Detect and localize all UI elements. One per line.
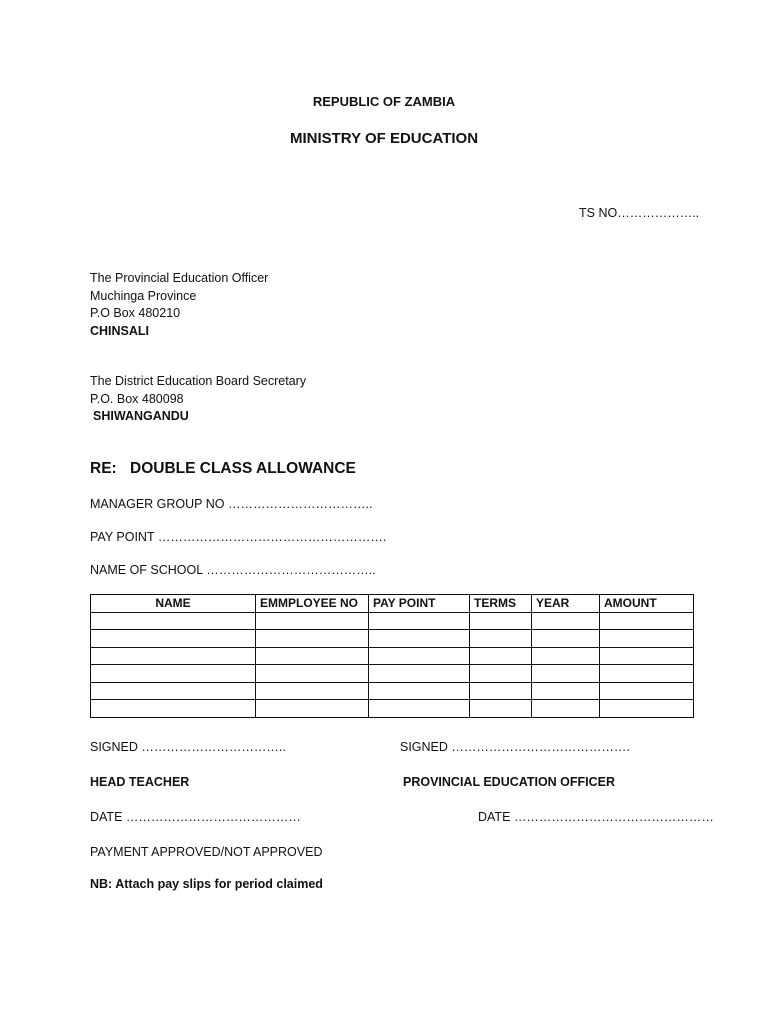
district-address-block xyxy=(90,373,306,426)
table-cell[interactable] xyxy=(470,612,532,630)
subject-line xyxy=(90,460,356,478)
table-row xyxy=(91,682,694,700)
table-cell[interactable] xyxy=(600,700,694,718)
table-row xyxy=(91,647,694,665)
address-line: P.O. Box 480098 xyxy=(90,391,184,406)
table-cell[interactable] xyxy=(470,630,532,648)
table-cell[interactable] xyxy=(369,612,470,630)
table-row xyxy=(91,612,694,630)
ts-number-field: TS NO……………….. xyxy=(579,206,700,220)
table-cell[interactable] xyxy=(256,647,369,665)
address-town: SHIWANGANDU xyxy=(93,409,189,423)
table-cell[interactable] xyxy=(369,665,470,683)
table-cell[interactable] xyxy=(470,682,532,700)
table-row xyxy=(91,630,694,648)
table-cell[interactable] xyxy=(532,665,600,683)
column-header-name: NAME xyxy=(91,595,256,613)
table-cell[interactable] xyxy=(470,647,532,665)
republic-heading: REPUBLIC OF ZAMBIA xyxy=(312,94,456,109)
column-header-pay-point: PAY POINT xyxy=(369,595,470,613)
table-cell[interactable] xyxy=(532,647,600,665)
table-row xyxy=(91,665,694,683)
table-cell[interactable] xyxy=(369,647,470,665)
table-cell[interactable] xyxy=(91,612,256,630)
provincial-address-block xyxy=(90,270,268,340)
payment-approval-line: PAYMENT APPROVED/NOT APPROVED xyxy=(90,845,323,859)
table-row xyxy=(91,700,694,718)
table-cell[interactable] xyxy=(532,630,600,648)
subject-text: DOUBLE CLASS ALLOWANCE xyxy=(130,460,356,477)
peo-date-line: DATE ………………………………………… xyxy=(478,810,714,824)
column-header-terms: TERMS xyxy=(470,595,532,613)
table-cell[interactable] xyxy=(91,700,256,718)
table-cell[interactable] xyxy=(91,647,256,665)
nb-note: NB: Attach pay slips for period claimed xyxy=(90,877,323,891)
address-town: CHINSALI xyxy=(90,323,150,338)
address-line: The Provincial Education Officer xyxy=(90,271,269,285)
head-teacher-signature-line: SIGNED …………………………….. xyxy=(90,740,286,754)
table-cell[interactable] xyxy=(470,700,532,718)
table-cell[interactable] xyxy=(256,682,369,700)
table-cell[interactable] xyxy=(256,612,369,630)
table-cell[interactable] xyxy=(532,700,600,718)
table-cell[interactable] xyxy=(532,612,600,630)
table-cell[interactable] xyxy=(256,630,369,648)
table-cell[interactable] xyxy=(91,630,256,648)
table-cell[interactable] xyxy=(600,665,694,683)
school-name-field: NAME OF SCHOOL ………………………………….. xyxy=(90,563,376,577)
table-cell[interactable] xyxy=(91,682,256,700)
table-cell[interactable] xyxy=(600,682,694,700)
allowance-claims-table xyxy=(90,594,694,718)
pay-point-field: PAY POINT ………………………………………………. xyxy=(90,530,387,544)
head-teacher-label: HEAD TEACHER xyxy=(90,775,190,789)
table-cell[interactable] xyxy=(369,630,470,648)
table-cell[interactable] xyxy=(256,700,369,718)
table-cell[interactable] xyxy=(369,700,470,718)
column-header-year: YEAR xyxy=(532,595,600,613)
address-line: Muchinga Province xyxy=(90,288,197,303)
table-cell[interactable] xyxy=(600,647,694,665)
table-cell[interactable] xyxy=(470,665,532,683)
column-header-employee-no: EMMPLOYEE NO xyxy=(256,595,369,613)
peo-signature-line: SIGNED ……………………………………. xyxy=(400,740,630,754)
table-cell[interactable] xyxy=(600,612,694,630)
table-cell[interactable] xyxy=(256,665,369,683)
column-header-amount: AMOUNT xyxy=(600,595,694,613)
table-header-row xyxy=(91,595,694,613)
manager-group-field: MANAGER GROUP NO …………………………….. xyxy=(90,497,373,511)
subject-label: RE: xyxy=(90,460,117,477)
peo-label: PROVINCIAL EDUCATION OFFICER xyxy=(403,775,616,789)
table-cell[interactable] xyxy=(532,682,600,700)
table-cell[interactable] xyxy=(600,630,694,648)
ministry-heading: MINISTRY OF EDUCATION xyxy=(289,130,479,147)
table-cell[interactable] xyxy=(91,665,256,683)
table-cell[interactable] xyxy=(369,682,470,700)
address-line: P.O Box 480210 xyxy=(90,306,181,320)
address-line: The District Education Board Secretary xyxy=(90,374,307,388)
head-teacher-date-line: DATE …………………………………… xyxy=(90,810,301,824)
